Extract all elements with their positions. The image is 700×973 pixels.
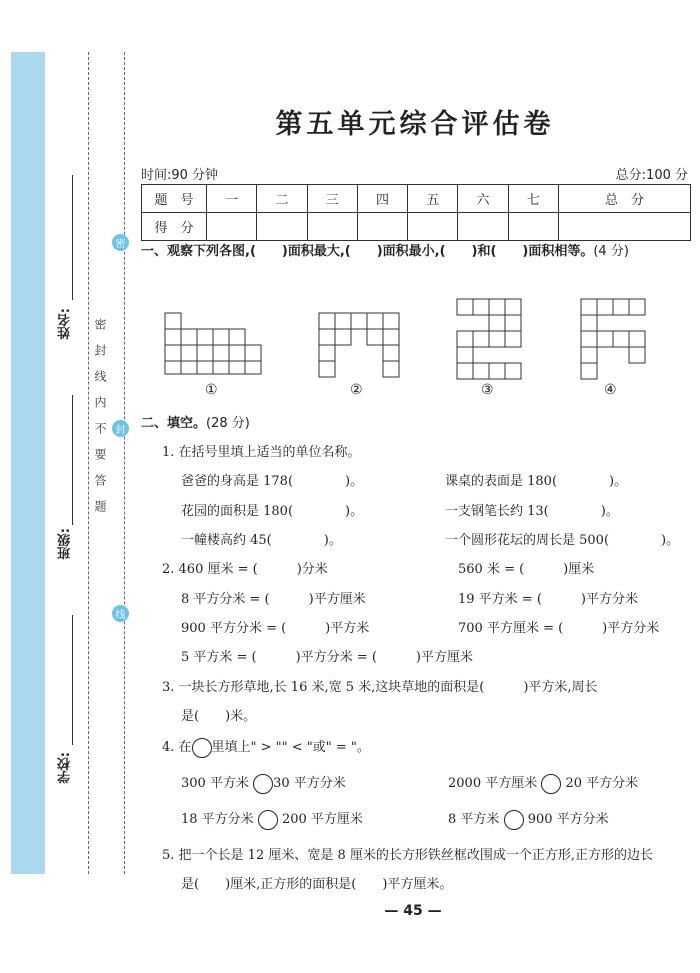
figure-4: [579, 297, 647, 381]
compare-circle[interactable]: [541, 774, 561, 794]
q4-stem: [162, 736, 370, 758]
name-label: 姓名:: [58, 308, 73, 340]
exam-total-score: 总分:100 分: [615, 168, 688, 183]
section1-title: [141, 240, 629, 259]
score-table-score-row: [142, 213, 691, 241]
q1-stem: 1. 在括号里填上适当的单位名称。: [162, 445, 361, 460]
q4-stem-suffix: 里填上" > "" < "或" = "。: [211, 740, 370, 755]
q4-left: 2000 平方厘米: [448, 776, 538, 791]
exam-time: 时间:90 分钟: [141, 168, 219, 183]
q4-left: 8 平方米: [448, 812, 500, 827]
figure-2-label: ②: [350, 382, 363, 398]
q1-item[interactable]: 花园的面积是 180( )。: [181, 504, 364, 519]
q4-item: [448, 772, 638, 794]
score-cell[interactable]: [558, 213, 690, 241]
q3-line2[interactable]: 是( )米。: [181, 709, 257, 724]
figure-3-label: ③: [481, 382, 494, 398]
figure-3: [455, 297, 523, 381]
table-header-cell: 五: [408, 185, 458, 213]
q2-item[interactable]: 19 平方米 = ( )平方分米: [458, 592, 638, 607]
table-header-cell: 总 分: [558, 185, 690, 213]
score-table: [141, 184, 691, 241]
circle-blank-icon: [192, 738, 212, 758]
q2-item[interactable]: 5 平方米 = ( )平方分米 = ( )平方厘米: [181, 650, 474, 665]
q1-item[interactable]: 爸爸的身高是 178( )。: [181, 474, 364, 489]
q1-item[interactable]: 一支钢笔长约 13( )。: [445, 504, 619, 519]
score-cell[interactable]: [307, 213, 357, 241]
q4-stem-prefix: 4. 在: [162, 740, 192, 755]
seal-mark-middle: 封: [112, 420, 129, 437]
q2-item[interactable]: 8 平方分米 = ( )平方厘米: [181, 592, 366, 607]
score-cell[interactable]: [257, 213, 307, 241]
page-title: 第五单元综合评估卷: [275, 109, 555, 140]
score-table-header-row: [142, 185, 691, 213]
score-cell[interactable]: [207, 213, 257, 241]
section2-score: (28 分): [206, 416, 250, 431]
section1-score: (4 分): [593, 244, 629, 259]
compare-circle[interactable]: [258, 810, 278, 830]
name-field-line[interactable]: [72, 175, 73, 300]
table-header-cell: 三: [307, 185, 357, 213]
school-label: 学校:: [58, 752, 73, 784]
q1-item[interactable]: 课桌的表面是 180( )。: [445, 474, 628, 489]
score-cell[interactable]: [508, 213, 558, 241]
table-row-label: 得 分: [142, 213, 207, 241]
school-field-line[interactable]: [72, 615, 73, 745]
score-cell[interactable]: [408, 213, 458, 241]
score-cell[interactable]: [357, 213, 407, 241]
figure-1: [163, 311, 263, 376]
class-field-line[interactable]: [72, 395, 73, 525]
q4-right: 900 平方分米: [527, 812, 609, 827]
q4-right: 30 平方分米: [273, 776, 346, 791]
table-header-cell: 四: [357, 185, 407, 213]
q4-item: [181, 808, 363, 830]
q4-right: 200 平方厘米: [281, 812, 363, 827]
q2-item[interactable]: 560 米 = ( )厘米: [458, 562, 595, 577]
class-label: 班级:: [58, 528, 73, 560]
q5-line2[interactable]: 是( )厘米,正方形的面积是( )平方厘米。: [181, 877, 453, 892]
q4-left: 300 平方米: [181, 776, 249, 791]
table-header-cell: 题 号: [142, 185, 207, 213]
seal-line-text: 密封线内不要答题: [93, 318, 107, 526]
section1-question: 一、观察下列各图,( )面积最大,( )面积最小,( )和( )面积相等。: [141, 244, 594, 259]
binding-strip: [11, 52, 45, 874]
figure-1-label: ①: [205, 382, 218, 398]
q4-left: 18 平方分米: [181, 812, 254, 827]
seal-mark-bottom: 线: [112, 605, 129, 622]
q4-item: [181, 772, 346, 794]
q4-item: [448, 808, 609, 830]
compare-circle[interactable]: [253, 774, 273, 794]
q1-item[interactable]: 一幢楼高约 45( )。: [181, 533, 342, 548]
dashed-line-inner: [124, 52, 125, 874]
table-header-cell: 一: [207, 185, 257, 213]
q1-item[interactable]: 一个圆形花坛的周长是 500( )。: [445, 533, 680, 548]
dashed-line-outer: [88, 52, 89, 874]
compare-circle[interactable]: [504, 810, 524, 830]
section2-title: [141, 412, 250, 431]
figure-4-label: ④: [604, 382, 617, 398]
section2-heading: 二、填空。: [141, 416, 207, 431]
table-header-cell: 二: [257, 185, 307, 213]
q2-item[interactable]: 700 平方厘米 = ( )平方分米: [458, 621, 660, 636]
score-cell[interactable]: [458, 213, 508, 241]
q4-right: 20 平方分米: [565, 776, 639, 791]
page-number: — 45 —: [384, 903, 442, 919]
seal-mark-top: 密: [112, 234, 129, 251]
table-header-cell: 七: [508, 185, 558, 213]
q5-line1[interactable]: 5. 把一个长是 12 厘米、宽是 8 厘米的长方形铁丝框改围成一个正方形,正方形的边长: [162, 848, 654, 863]
q2-item[interactable]: 2. 460 厘米 = ( )分米: [162, 562, 328, 577]
q3-line1[interactable]: 3. 一块长方形草地,长 16 米,宽 5 米,这块草地的面积是( )平方米,周长: [162, 680, 598, 695]
figure-2: [317, 311, 401, 381]
q2-item[interactable]: 900 平方分米 = ( )平方米: [181, 621, 370, 636]
table-header-cell: 六: [458, 185, 508, 213]
